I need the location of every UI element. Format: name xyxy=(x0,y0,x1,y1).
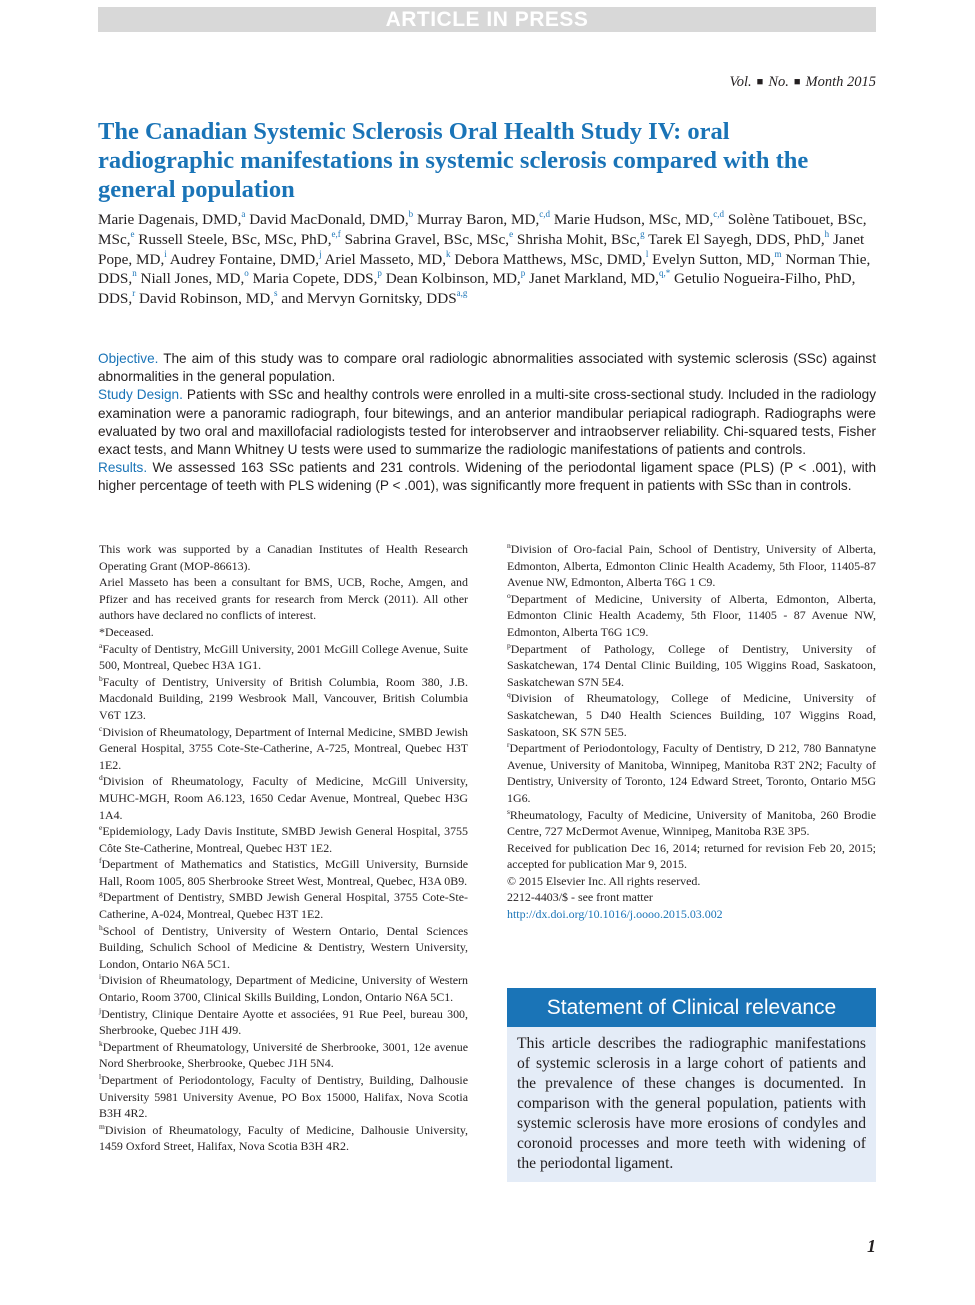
author-name: Debora Matthews, MSc, DMD, xyxy=(454,250,646,268)
footnote-text: Department of Dentistry, SMBD Jewish General Hospital, 3755 Cote-Ste-Catherine, A-024, Montreal, Quebec H3T 1E2. xyxy=(99,890,468,922)
footnote-text: Division of Rheumatology, Department of Internal Medicine, SMBD Jewish General Hospital, 3755 Cote-Ste-Catherine, A-725, Montreal, Quebec H3T 1E2. xyxy=(99,724,468,772)
footnote-text: © 2015 Elsevier Inc. All rights reserved. xyxy=(507,873,701,888)
footnote-marker: q xyxy=(507,690,511,700)
affiliation-marker: g xyxy=(640,228,645,239)
separator-square-icon: ■ xyxy=(756,76,764,88)
clinical-relevance-text: This article describes the radiographic manifestations of systemic sclerosis in a large cohort of patients and the prevalence of these changes is documented. In comparison with the general population, patients with systemic sclerosis have more erosions of condyles and coronoid processes and more teeth with widening of the periodontal ligament. xyxy=(507,1027,876,1182)
footnote xyxy=(507,840,876,873)
number-label: No. xyxy=(768,74,789,90)
author-name: Evelyn Sutton, MD, xyxy=(652,250,775,268)
footnote-marker: o xyxy=(507,590,511,600)
affiliation-marker: m xyxy=(774,248,782,259)
author-name: Solène Tatibouet, BSc, MSc, xyxy=(98,211,867,248)
author-name: David MacDonald, DMD, xyxy=(249,211,409,228)
author-name: Marie Hudson, MSc, MD, xyxy=(553,211,714,228)
author-list xyxy=(98,210,878,309)
footnote-text: Department of Mathematics and Statistics, McGill University, Burnside Hall, Room 1005, 805 Sherbrooke Street West, Montreal, Quebec, H3A 0B9. xyxy=(99,857,468,888)
footnote-text: Epidemiology, Lady Davis Institute, SMBD Jewish General Hospital, 3755 Côte Ste-Catherine, Montreal, Quebec H3T 1E2. xyxy=(99,824,468,855)
footnote xyxy=(507,740,876,806)
footnote-text: Department of Pathology, College of Dentistry, University of Saskatchewan, 174 Dental Clinic Building, 105 Wiggins Road, Saskatoon, Saskatchewan S7N 5E4. xyxy=(507,641,876,689)
affiliation-marker: o xyxy=(244,268,249,279)
footnote-marker: e xyxy=(99,823,103,833)
author-name: Shrisha Mohit, BSc, xyxy=(516,230,641,248)
footnote-text: Department of Rheumatology, Université de Sherbrooke, 3001, 12e avenue Nord Sherbrooke, Sherbrooke, Quebec J1H 5N4. xyxy=(99,1039,468,1071)
clinical-relevance-box xyxy=(507,988,876,1182)
doi-link[interactable]: http://dx.doi.org/10.1016/j.oooo.2015.03.002 xyxy=(507,907,723,922)
footnotes-left-column xyxy=(99,541,468,1155)
affiliation-marker: e xyxy=(509,228,514,239)
affiliation-marker: r xyxy=(132,288,136,299)
author-name: and Mervyn Gornitsky, DDS xyxy=(281,290,457,308)
footnote xyxy=(99,574,468,624)
affiliation-marker: c,d xyxy=(713,209,725,219)
footnote-text: Department of Periodontology, Faculty of Dentistry, D 212, 780 Bannatyne Avenue, University of Manitoba, Winnipeg, Manitoba R3T 2N2; Faculty of Dentistry, University of Toronto, 124 Edward Street, Toronto, Ontario M5G 1G6. xyxy=(507,741,876,805)
footnote-marker: p xyxy=(507,640,511,650)
abstract-paragraph xyxy=(98,350,876,386)
author-name: Niall Jones, MD, xyxy=(140,270,245,288)
author-name: Norman Thie, DDS, xyxy=(98,250,871,288)
footnote-text: Received for publication Dec 16, 2014; returned for revision Feb 20, 2015; accepted for publication Mar 9, 2015. xyxy=(507,840,876,872)
abstract-paragraph xyxy=(98,459,876,495)
footnote-text: Faculty of Dentistry, University of British Columbia, Room 380, J.B. Macdonald Building, 2199 Wesbrook Mall, Vancouver, British Columbia V6T 1Z3. xyxy=(99,674,468,722)
footnote xyxy=(99,923,468,973)
affiliation-marker: e,f xyxy=(331,228,341,239)
abstract-section-label: Study Design. xyxy=(98,387,183,403)
footnote xyxy=(99,674,468,724)
footnote xyxy=(99,641,468,674)
footnote-marker: k xyxy=(99,1038,103,1048)
footnote-marker: f xyxy=(99,856,102,866)
abstract-section-label: Objective. xyxy=(98,351,159,366)
abstract-paragraph xyxy=(98,386,876,459)
affiliation-marker: k xyxy=(446,248,451,259)
author-name: Janet Pope, MD, xyxy=(98,230,865,268)
article-in-press-banner: ARTICLE IN PRESS xyxy=(98,7,876,32)
footnote xyxy=(507,873,876,890)
footnote xyxy=(507,807,876,840)
affiliation-marker: e xyxy=(130,228,135,239)
author-name: David Robinson, MD, xyxy=(138,290,274,308)
affiliation-marker: p xyxy=(520,268,526,279)
footnote-marker: d xyxy=(99,773,103,783)
author-name: Marie Dagenais, DMD, xyxy=(98,211,242,228)
author-name: Sabrina Gravel, BSc, MSc, xyxy=(344,230,510,248)
affiliation-marker: s xyxy=(274,288,278,299)
footnote-text: Rheumatology, Faculty of Medicine, University of Manitoba, 260 Brodie Centre, 727 McDermot Avenue, Winnipeg, Manitoba R3E 3P5. xyxy=(507,807,876,839)
footnote-text: 2212-4403/$ - see front matter xyxy=(507,890,653,905)
footnote xyxy=(99,1072,468,1122)
affiliation-marker: n xyxy=(132,268,137,279)
footnote xyxy=(99,972,468,1005)
abstract-section-label: Results. xyxy=(98,460,148,476)
affiliation-marker: b xyxy=(408,209,414,219)
footnote-text: Faculty of Dentistry, McGill University, 2001 McGill College Avenue, Suite 500, Montreal, Quebec H3A 1G1. xyxy=(99,641,468,673)
footnote xyxy=(99,889,468,922)
footnote-marker: a xyxy=(99,640,103,650)
affiliation-marker: h xyxy=(824,228,830,239)
article-title: The Canadian Systemic Sclerosis Oral Health Study IV: oral radiographic manifestations in systemic sclerosis compared with the general population xyxy=(98,118,809,203)
abstract-section-text: Patients with SSc and healthy controls were enrolled in a multi-site cross-sectional study. Included in the radiology examination were a panoramic radiograph, four bitewings, and an anterior mandibular periapical radiograph. Radiographs were evaluated by two oral and maxillofacial radiologists tested for interobserver and intraobserver reliability. Chi-squared tests, Fisher exact tests, and Mann Whitney U tests were used to summarize the radiologic manifestations of patients and controls. xyxy=(98,387,876,458)
affiliation-marker: q,* xyxy=(658,268,671,279)
footnote-marker: l xyxy=(99,1072,102,1081)
footnote-marker: j xyxy=(99,1005,102,1015)
footnote-marker: s xyxy=(507,806,510,816)
footnote xyxy=(99,541,468,574)
footnote xyxy=(507,641,876,691)
month-label: Month 2015 xyxy=(805,74,876,90)
footnote-text: Division of Rheumatology, Faculty of Medicine, McGill University, MUHC-MGH, Room A6.123, 1650 Cedar Avenue, Montreal, Quebec H3G 1A4. xyxy=(99,774,468,822)
footnote-marker: m xyxy=(99,1121,105,1131)
footnote xyxy=(99,773,468,823)
footnote-text: Division of Rheumatology, Faculty of Medicine, Dalhousie University, 1459 Oxford Street, Halifax, Nova Scotia B3H 4R2. xyxy=(99,1122,468,1154)
footnote-text: Department of Periodontology, Faculty of Dentistry, Building, Dalhousie University 5981 University Avenue, PO Box 15000, Halifax, Nova Scotia B3H 4R2. xyxy=(99,1073,468,1121)
footnote-text: Dentistry, Clinique Dentaire Ayotte et associées, 91 Rue Peel, bureau 300, Sherbrooke, Quebec J1H 4J9. xyxy=(99,1006,468,1038)
affiliation-marker: c,d xyxy=(539,209,551,219)
footnote-marker: r xyxy=(507,740,510,750)
footnote xyxy=(99,724,468,774)
footnote-text: Ariel Masseto has been a consultant for BMS, UCB, Roche, Amgen, and Pfizer and has received grants for research from Merck (2011). All other authors have declared no conflicts of interest. xyxy=(99,575,468,623)
affiliation-marker: a,g xyxy=(456,288,468,299)
footnote-marker: n xyxy=(507,541,511,550)
footnote xyxy=(99,823,468,856)
footnote xyxy=(99,1122,468,1155)
affiliation-marker: p xyxy=(377,268,382,279)
footnote-marker: b xyxy=(99,673,103,683)
author-name: Russell Steele, BSc, MSc, PhD, xyxy=(138,230,332,248)
separator-square-icon: ■ xyxy=(793,76,801,88)
footnote-text: *Deceased. xyxy=(99,624,154,639)
footnote-marker: g xyxy=(99,889,103,899)
abstract xyxy=(98,350,876,496)
author-name: Getulio Nogueira-Filho, PhD, DDS, xyxy=(98,270,856,308)
footnote-marker: i xyxy=(99,972,102,982)
author-name: Janet Markland, MD, xyxy=(529,270,659,288)
footnote xyxy=(507,889,876,906)
clinical-relevance-heading: Statement of Clinical relevance xyxy=(507,988,876,1027)
footnote-text: Division of Rheumatology, College of Medicine, University of Saskatchewan, 5 D40 Health Sciences Building, 107 Wiggins Road, Saskatoon, SK S7N 5E5. xyxy=(507,691,876,739)
affiliation-marker: j xyxy=(319,248,322,259)
footnote-text: Department of Medicine, University of Alberta, Edmonton, Alberta, Edmonton Clinic Health Academy, 5th Floor, 11405 - 87 Avenue NW, Edmonton, Alberta T6G 1C9. xyxy=(507,591,876,639)
abstract-section-text: The aim of this study was to compare oral radiologic abnormalities associated with systemic sclerosis (SSc) against abnormalities in the general population. xyxy=(98,351,876,385)
footnote-text: This work was supported by a Canadian Institutes of Health Research Operating Grant (MOP-86613). xyxy=(99,542,468,573)
footnote xyxy=(507,690,876,740)
abstract-section-text: We assessed 163 SSc patients and 231 controls. Widening of the periodontal ligament space (PLS) (P < .001), with higher percentage of teeth with PLS widening (P < .001), was significantly more frequent in patients with SSc than in controls. xyxy=(98,460,877,494)
author-name: Ariel Masseto, MD, xyxy=(324,250,447,268)
issue-info xyxy=(730,74,877,91)
author-name: Maria Copete, DDS, xyxy=(252,270,378,288)
author-name: Dean Kolbinson, MD, xyxy=(385,270,521,288)
footnote-text: Division of Rheumatology, Department of Medicine, University of Western Ontario, Room 3700, Clinical Skills Building, London, Ontario N6A 5C1. xyxy=(99,973,468,1005)
page-number: 1 xyxy=(867,1236,876,1256)
footnotes-right-column xyxy=(507,541,876,923)
footnote-text: Division of Oro-facial Pain, School of Dentistry, University of Alberta, Edmonton, Alberta, Edmonton Clinic Health Academy, 5th Floor, 11405-87 Avenue NW, Edmonton, Alberta T6G 1 C9. xyxy=(507,542,876,590)
footnote xyxy=(507,541,876,591)
footnote xyxy=(99,1039,468,1072)
author-name: Audrey Fontaine, DMD, xyxy=(169,250,320,268)
author-name: Tarek El Sayegh, DDS, PhD, xyxy=(648,230,825,248)
footnote xyxy=(99,624,468,641)
footnote-marker: h xyxy=(99,922,103,932)
footnote xyxy=(507,591,876,641)
right-notes-list xyxy=(507,541,876,906)
affiliation-marker: i xyxy=(164,248,167,259)
footnote xyxy=(99,1006,468,1039)
affiliation-marker: l xyxy=(645,248,649,259)
footnote xyxy=(99,856,468,889)
footnote-marker: c xyxy=(99,723,103,733)
volume-label: Vol. xyxy=(729,74,752,90)
author-name: Murray Baron, MD, xyxy=(416,211,540,228)
footnote-text: School of Dentistry, University of Western Ontario, Dental Sciences Building, Schulich School of Medicine & Dentistry, Western University, London, Ontario N6A 5C1. xyxy=(99,923,468,971)
affiliation-marker: a xyxy=(241,209,246,219)
